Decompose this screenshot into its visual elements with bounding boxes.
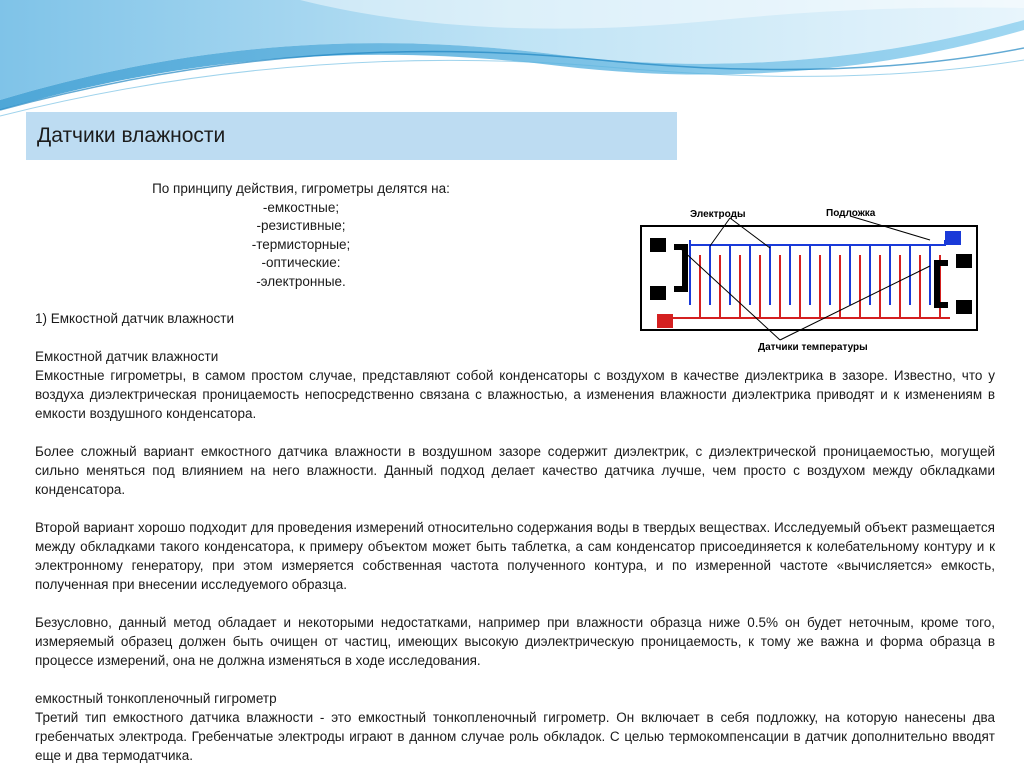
section2-heading: емкостный тонкопленочный гигрометр — [35, 691, 277, 706]
title-bar — [26, 112, 677, 160]
intro-heading: По принципу действия, гигрометры делятся на: — [152, 181, 450, 196]
header-wave-decoration — [0, 0, 1024, 120]
paragraph: Второй вариант хорошо подходит для проведения измерений относительно содержания воды в твердых веществах. Исследуемый объект размещается между обкладками такого конденсатора, к примеру объектом может быть таблетка, а сам конденсатор присоединяется к колебательному контуру и к электронному генератору, при этом измеряется собственная частота полученного контура, и по измеренной частоте «вычисляется» емкость, полученная при внесении исследуемого образца. — [35, 520, 995, 592]
label-temperature-sensors: Датчики температуры — [758, 342, 868, 353]
section1-subheading: Емкостной датчик влажности — [35, 349, 219, 364]
paragraph: Емкостные гигрометры, в самом простом случае, представляют собой конденсаторы с воздухом в качестве диэлектрика в зазоре. Известно, что у воздуха диэлектрическая проницаемость непосредственно связана с влажностью, а изменения влажности диэлектрика приводят и к изменениям в емкости воздушного конденсатора. — [35, 368, 995, 421]
page-title: Датчики влажности — [37, 124, 226, 147]
intro-item: -оптические: — [261, 255, 341, 270]
main-text — [35, 309, 995, 765]
blue-contact-pad — [945, 231, 961, 245]
intro-block — [106, 180, 496, 291]
label-electrodes: Электроды — [690, 209, 746, 220]
paragraph: Третий тип емкостного датчика влажности - это емкостный тонкопленочный гигрометр. Он включает в себя подложку, на которую нанесены два гребенчатых электрода. Гребенчатые электроды играют в данном случае роль обкладок. С целью термокомпенсации в датчик дополнительно вводят еще и два термодатчика. — [35, 710, 995, 763]
intro-item: -электронные. — [256, 273, 346, 289]
intro-item: -емкостные; — [262, 199, 340, 215]
label-substrate: Подложка — [826, 208, 876, 219]
section1-heading: 1) Емкостной датчик влажности — [35, 311, 235, 326]
intro-item: -резистивные; — [256, 218, 346, 233]
paragraph: Безусловно, данный метод обладает и некоторыми недостатками, например при влажности образца ниже 0.5% он будет неточным, кроме того, измеряемый образец должен быть очищен от частиц, имеющих высокую диэлектрическую проницаемость, к тому же важна и форма образца в процессе измерений, она не должна изменяться в ходе исследования. — [35, 615, 995, 668]
paragraph: Более сложный вариант емкостного датчика влажности в воздушном зазоре содержит диэлектрик, с диэлектрической проницаемостью, могущей сильно меняться под влиянием на него влажности. Данный подход делает качество датчика лучше, чем просто с воздухом между обкладками конденсатора. — [35, 444, 995, 497]
intro-item: -термисторные; — [251, 236, 351, 252]
